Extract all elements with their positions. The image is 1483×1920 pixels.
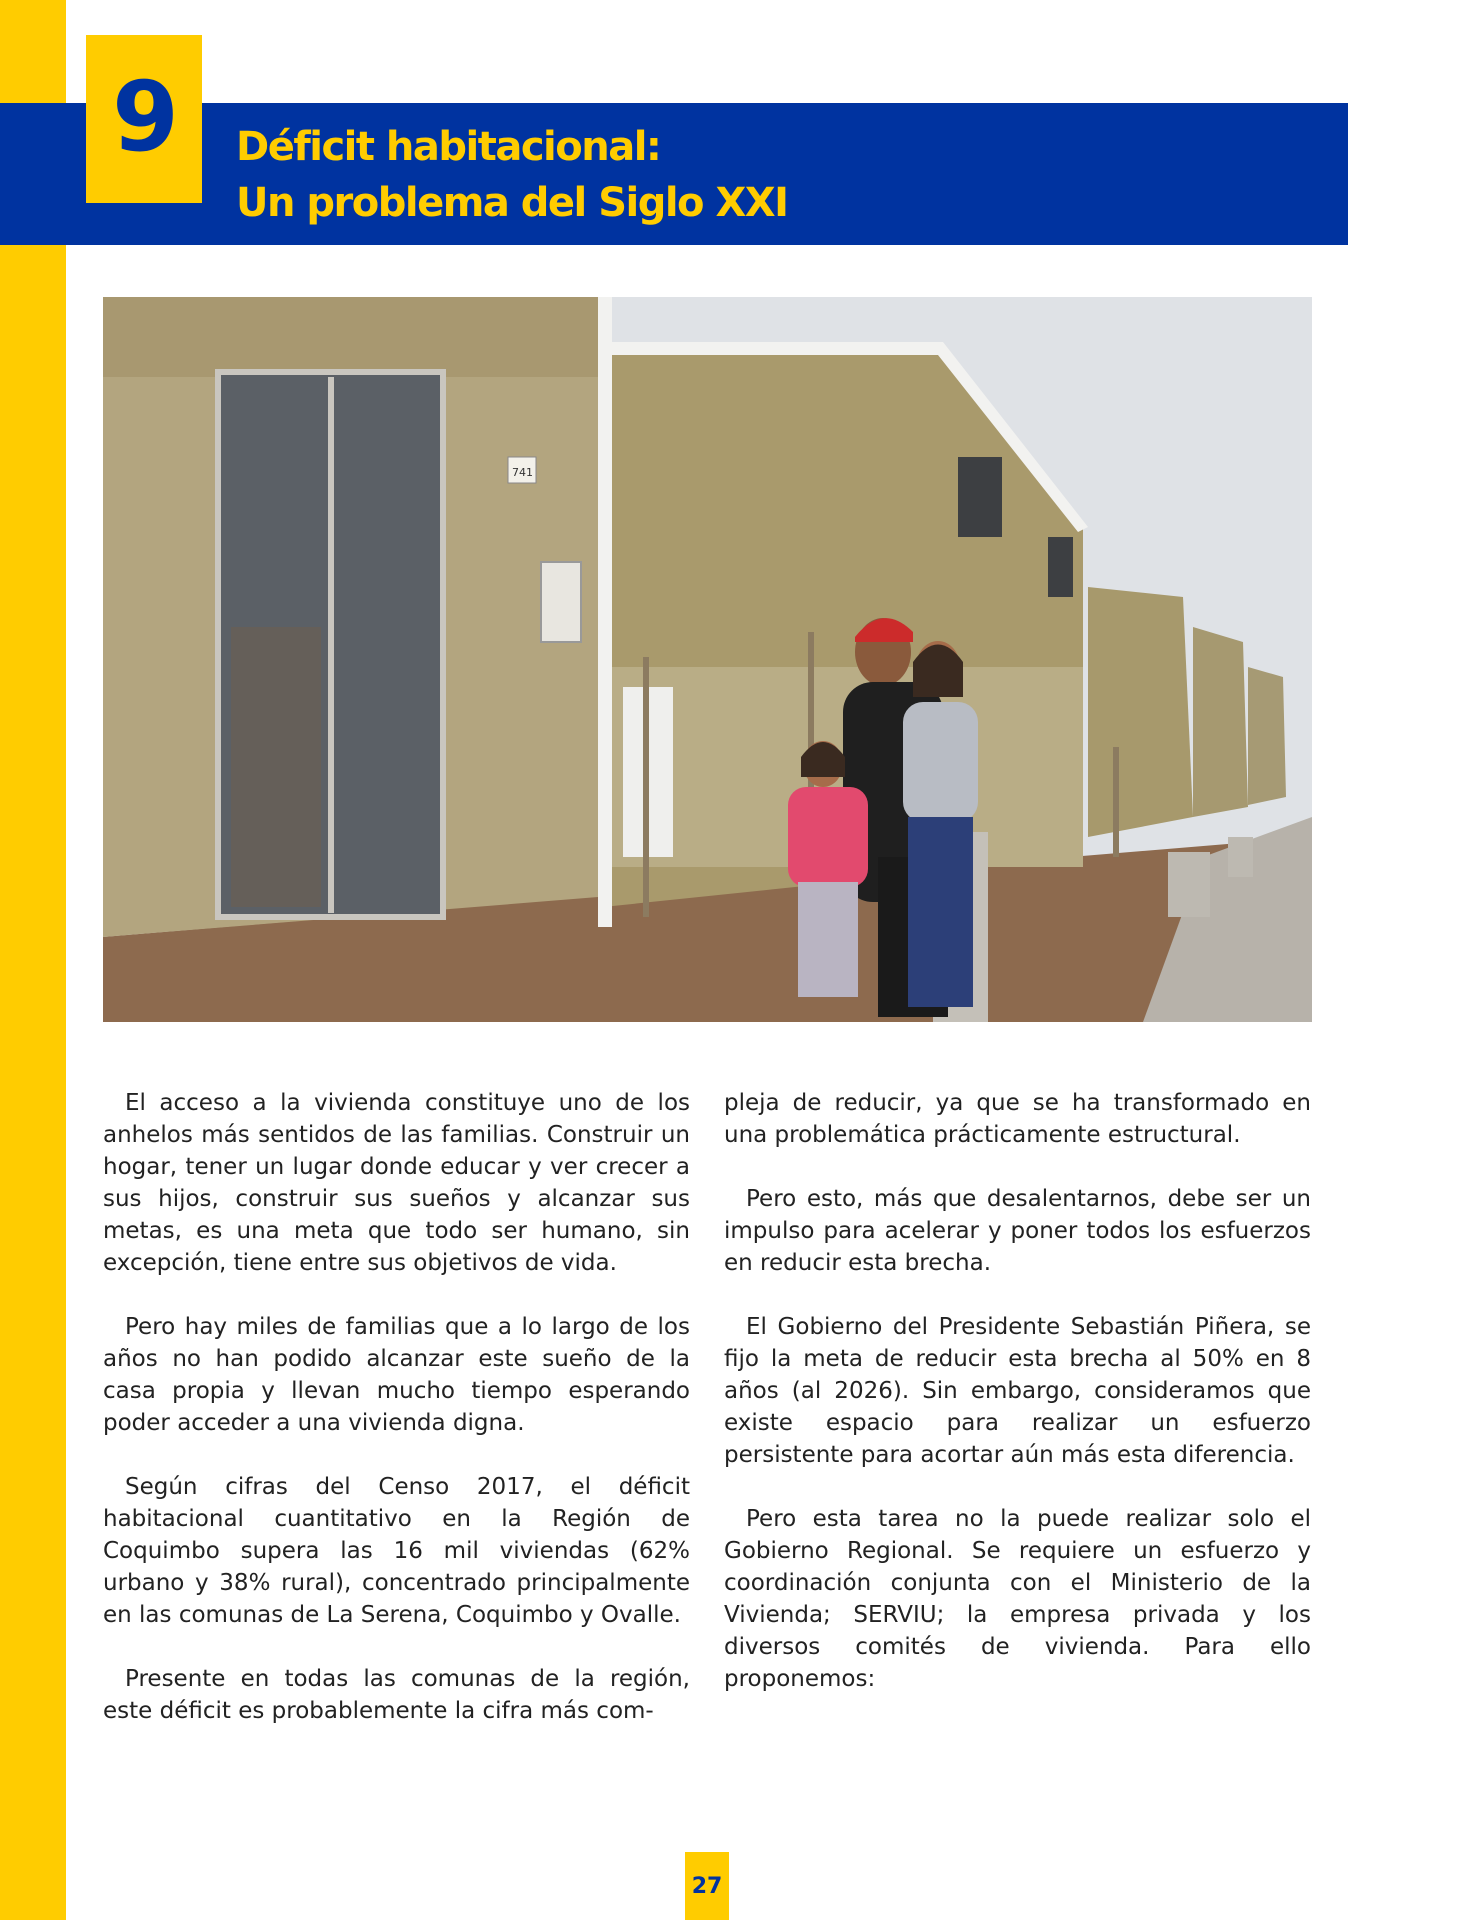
page-title xyxy=(236,119,788,231)
paragraph: Pero hay miles de familias que a lo largo de los años no han podido alcanzar este sueño de la casa propia y llevan mucho tiempo esperando poder acceder a una vivienda digna. xyxy=(103,1314,690,1436)
paragraph: Pero esto, más que desalentarnos, debe ser un impulso para acelerar y poner todos los esfuerzos en reducir esta brecha. xyxy=(724,1186,1311,1276)
page-title-line2: Un problema del Siglo XXI xyxy=(236,180,788,226)
family-housing-photo xyxy=(103,297,1312,1022)
chapter-number: 9 xyxy=(112,61,176,173)
paragraph: Según cifras del Censo 2017, el déficit habitacional cuantitativo en la Región de Coquimbo supera las 16 mil viviendas (62% urbano y 38% rural), concentrado principalmente en las comunas de La Serena, Coquimbo y Ovalle. xyxy=(103,1474,690,1628)
paragraph: Presente en todas las comunas de la región, este déficit es probablemente la cifra más com- xyxy=(103,1666,690,1724)
paragraph: pleja de reducir, ya que se ha transformado en una problemática prácticamente estructural. xyxy=(724,1090,1311,1148)
side-accent-bar xyxy=(0,0,66,1920)
page-title-line1: Déficit habitacional: xyxy=(236,124,661,170)
body-column-left xyxy=(103,1087,690,1759)
house-number-plate: 741 xyxy=(512,466,533,479)
page-number: 27 xyxy=(691,1873,723,1899)
paragraph: El acceso a la vivienda constituye uno de los anhelos más sentidos de las familias. Construir un hogar, tener un lugar donde educar y ver crecer a sus hijos, construir sus sueños y alcanzar sus metas, es una meta que todo ser humano, sin excepción, tiene entre sus objetivos de vida. xyxy=(103,1090,690,1276)
page-number-box xyxy=(685,1852,729,1920)
paragraph: Pero esta tarea no la puede realizar solo el Gobierno Regional. Se requiere un esfuerzo y coordinación conjunta con el Ministerio de la Vivienda; SERVIU; la empresa privada y los diversos comités de vivienda. Para ello proponemos: xyxy=(724,1506,1311,1692)
chapter-number-box xyxy=(86,35,202,203)
paragraph: El Gobierno del Presidente Sebastián Piñera, se fijo la meta de reducir esta brecha al 50% en 8 años (al 2026). Sin embargo, consideramos que existe espacio para realizar un esfuerzo persistente para acortar aún más esta diferencia. xyxy=(724,1314,1311,1468)
body-column-right xyxy=(724,1087,1311,1727)
